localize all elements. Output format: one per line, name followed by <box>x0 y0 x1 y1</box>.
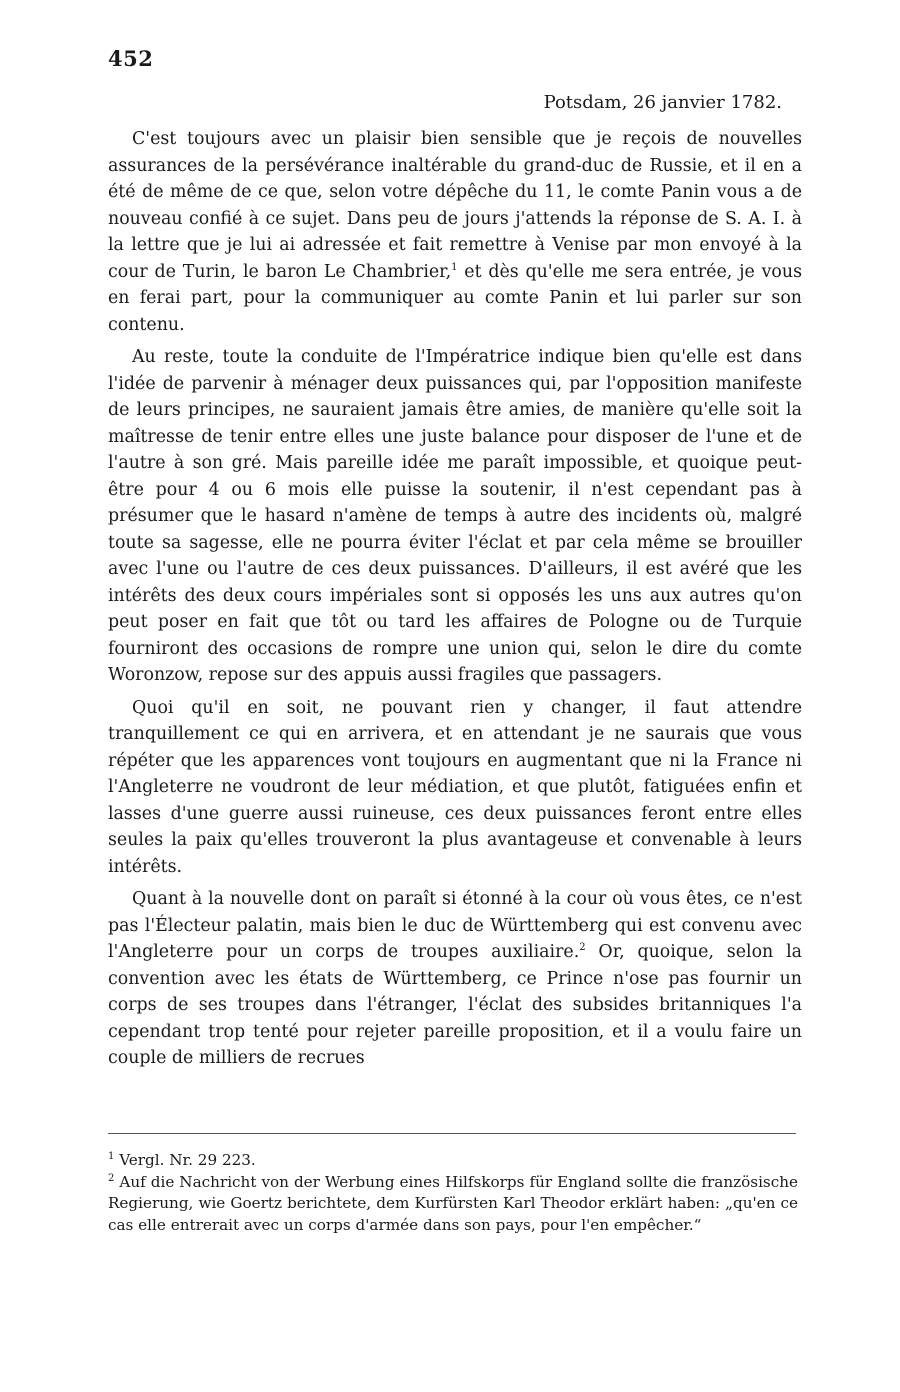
footnote-2 <box>108 1172 798 1237</box>
letter-dateline: Potsdam, 26 janvier 1782. <box>543 92 782 113</box>
footnote-2-text: Auf die Nachricht von der Werbung eines Hilfskorps für England sollte die französische Regierung, wie Goertz berichtete, dem Kurfürsten Karl Theodor erklärt haben: „qu'en ce cas elle entrerait avec un corps d'armée dans son pays, pour l'en empêcher.“ <box>108 1172 798 1234</box>
footnote-marker-2: 2 <box>108 1172 115 1184</box>
paragraph-4-text-b: Or, quoique, selon la convention avec les états de Württemberg, ce Prince n'ose pas fournir un corps de ses troupes dans l'étranger, l'éclat des subsides britanniques l'a cependant trop tenté pour rejeter pareille proposition, et il a voulu faire un couple de milliers de recrues <box>108 942 803 1068</box>
paragraph-3: Quoi qu'il en soit, ne pouvant rien y changer, il faut attendre tranquillement ce qui en arrivera, et en attendant je ne saurais que vous répéter que les apparences vont toujours en augmentant que ni la France ni l'Angleterre ne voudront de leur médiation, et que plutôt, fatiguées enfin et lasses d'une guerre aussi ruineuse, ces deux puissances feront entre elles seules la paix qu'elles trouveront la plus avantageuse et convenable à leurs intérêts. <box>108 697 802 877</box>
footnote-divider <box>108 1133 796 1134</box>
paragraph-1-text-a: C'est toujours avec un plaisir bien sensible que je reçois de nouvelles assurances de la persévérance inaltérable du grand-duc de Russie, et il en a été de même de ce que, selon votre dépêche du 11, le comte Panin vous a de nouveau confié à ce sujet. Dans peu de jours j'attends la réponse de S. A. I. à la lettre que je lui ai adressée et fait remettre à Venise par mon envoyé à la cour de Turin, le baron Le Chambrier, <box>108 129 802 282</box>
paragraph-2: Au reste, toute la conduite de l'Impératrice indique bien qu'elle est dans l'idée de parvenir à ménager deux puissances qui, par l'opposition manifeste de leurs principes, ne sauraient jamais être amies, de manière qu'elle soit la maîtresse de tenir entre elles une juste balance pour disposer de l'une et de l'autre à son gré. Mais pareille idée me paraît impossible, et quoique peut-être pour 4 ou 6 mois elle puisse la soutenir, il n'est cependant pas à présumer que le hasard n'amène de temps à autre des incidents où, malgré toute sa sagesse, elle ne pourra éviter l'éclat et par cela même se brouiller avec l'une ou l'autre de ces deux puissances. D'ailleurs, il est avéré que les intérêts des deux cours impériales sont si opposés les uns aux autres qu'on peut poser en fait que tôt ou tard les affaires de Pologne ou de Turquie fourniront des occasions de rompre une union qui, selon le dire du comte Woronzow, repose sur des appuis aussi fragiles que passagers. <box>108 347 802 685</box>
page-number: 452 <box>108 46 154 71</box>
footnote-ref-2: 2 <box>579 942 586 954</box>
paragraph-1 <box>108 126 802 338</box>
paragraph-4-text-a: Quant à la nouvelle dont on paraît si étonné à la cour où vous êtes, ce n'est pas l'Électeur palatin, mais bien le duc de Württemberg qui est convenu avec l'Angleterre pour un corps de troupes auxiliaire. <box>108 889 802 962</box>
letter-body <box>108 126 802 1078</box>
footnote-1-text: Vergl. Nr. 29 223. <box>114 1151 256 1169</box>
footnote-1 <box>108 1150 798 1172</box>
footnote-ref-1: 1 <box>451 261 458 273</box>
footnote-marker-1: 1 <box>108 1150 115 1162</box>
paragraph-4 <box>108 886 802 1072</box>
paragraph-1-text-b: et dès qu'elle me sera entrée, je vous en ferai part, pour la communiquer au comte Panin et lui parler sur son contenu. <box>108 261 802 335</box>
footnotes <box>108 1150 798 1236</box>
